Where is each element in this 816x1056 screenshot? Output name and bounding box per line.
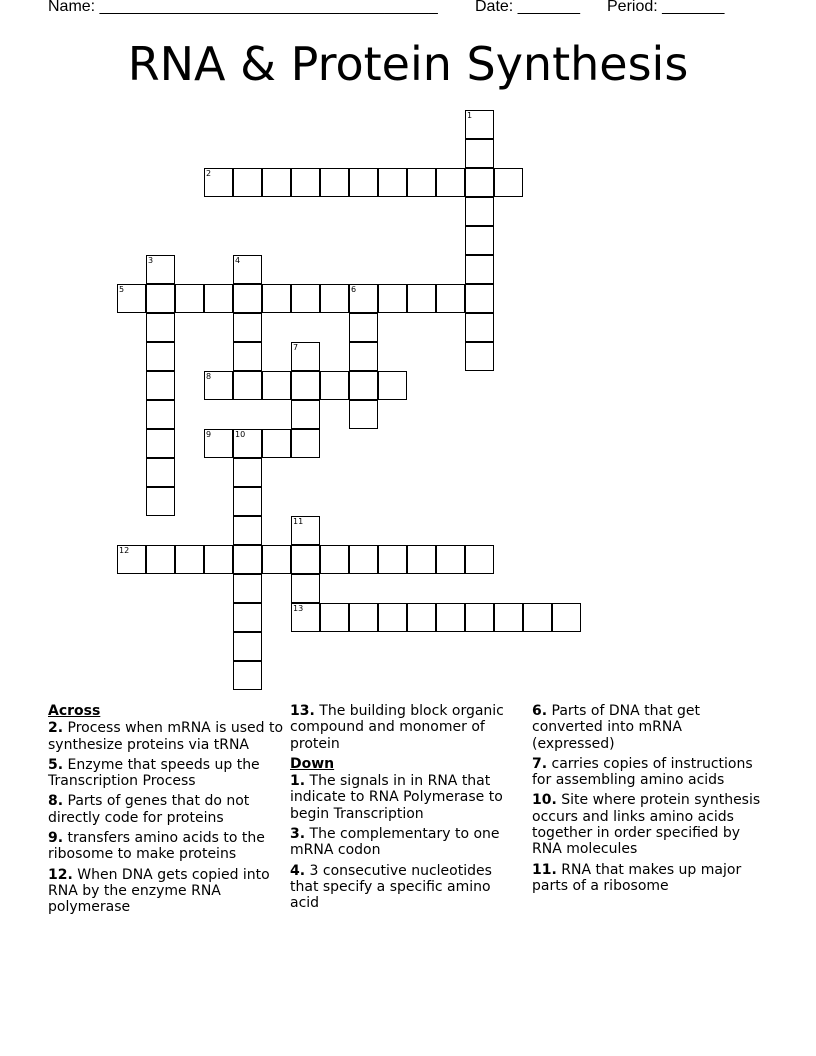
grid-cell[interactable]: [233, 255, 262, 284]
grid-cell[interactable]: [233, 661, 262, 690]
clues-column-1: [48, 703, 283, 920]
grid-cell[interactable]: [204, 371, 233, 400]
grid-cell[interactable]: [233, 342, 262, 371]
clue-down-4: 4. 3 consecutive nucleotides that specify a specific amino acid: [290, 862, 492, 912]
grid-cell[interactable]: [320, 284, 349, 313]
down-heading: Down: [290, 755, 335, 772]
grid-cell[interactable]: [436, 603, 465, 632]
grid-cell[interactable]: [320, 603, 349, 632]
clues-column-3: [532, 703, 768, 898]
grid-cell[interactable]: [349, 400, 378, 429]
grid-cell[interactable]: [465, 110, 494, 139]
period-field-label[interactable]: Period: _______: [607, 0, 725, 15]
grid-cell[interactable]: [233, 516, 262, 545]
grid-cell[interactable]: [146, 545, 175, 574]
name-field-label[interactable]: Name: ______________________________________: [48, 0, 438, 15]
grid-cell[interactable]: [291, 545, 320, 574]
clue-number: 3: [148, 256, 154, 265]
grid-cell[interactable]: [465, 226, 494, 255]
grid-cell[interactable]: [407, 284, 436, 313]
clue-number: 12: [119, 546, 130, 555]
grid-cell[interactable]: [233, 371, 262, 400]
grid-cell[interactable]: [146, 371, 175, 400]
date-field-label[interactable]: Date: _______: [475, 0, 580, 15]
grid-cell[interactable]: [320, 371, 349, 400]
grid-cell[interactable]: [378, 545, 407, 574]
grid-cell[interactable]: [291, 574, 320, 603]
grid-cell[interactable]: [291, 342, 320, 371]
clue-number: 11: [293, 517, 304, 526]
grid-cell[interactable]: [407, 168, 436, 197]
grid-cell[interactable]: [465, 603, 494, 632]
grid-cell[interactable]: [494, 168, 523, 197]
clue-down-10: 10. Site where protein synthesis occurs and links amino acids together in order specified by RNA molecules: [532, 792, 761, 858]
grid-cell[interactable]: [552, 603, 581, 632]
grid-cell[interactable]: [146, 342, 175, 371]
grid-cell[interactable]: [465, 284, 494, 313]
grid-cell[interactable]: [465, 255, 494, 284]
grid-cell[interactable]: [349, 371, 378, 400]
clue-number: 7: [293, 343, 299, 352]
grid-cell[interactable]: [378, 284, 407, 313]
grid-cell[interactable]: [262, 545, 291, 574]
grid-cell[interactable]: [291, 603, 320, 632]
grid-cell[interactable]: [378, 371, 407, 400]
grid-cell[interactable]: [233, 603, 262, 632]
clue-number: 6: [351, 285, 357, 294]
grid-cell[interactable]: [349, 342, 378, 371]
grid-cell[interactable]: [291, 516, 320, 545]
grid-cell[interactable]: [349, 545, 378, 574]
grid-cell[interactable]: [349, 313, 378, 342]
grid-cell[interactable]: [204, 284, 233, 313]
grid-cell[interactable]: [465, 168, 494, 197]
grid-cell[interactable]: [233, 545, 262, 574]
grid-cell[interactable]: [146, 400, 175, 429]
grid-cell[interactable]: [291, 168, 320, 197]
grid-cell[interactable]: [378, 603, 407, 632]
grid-cell[interactable]: [204, 545, 233, 574]
clue-across-8: 8. Parts of genes that do not directly code for proteins: [48, 793, 250, 826]
grid-cell[interactable]: [465, 139, 494, 168]
grid-cell[interactable]: [436, 545, 465, 574]
grid-cell[interactable]: [436, 284, 465, 313]
grid-cell[interactable]: [320, 168, 349, 197]
clue-number: 10: [235, 430, 246, 439]
clue-down-1: 1. The signals in in RNA that indicate to RNA Polymerase to begin Transcription: [290, 773, 503, 822]
clue-number: 9: [206, 430, 212, 439]
clue-across-12: 12. When DNA gets copied into RNA by the enzyme RNA polymerase: [48, 866, 270, 916]
clue-across-9: 9. transfers amino acids to the ribosome to make proteins: [48, 830, 265, 863]
grid-cell[interactable]: [146, 429, 175, 458]
grid-cell[interactable]: [146, 284, 175, 313]
grid-cell[interactable]: [117, 545, 146, 574]
grid-cell[interactable]: [523, 603, 552, 632]
grid-cell[interactable]: [262, 168, 291, 197]
grid-cell[interactable]: [233, 429, 262, 458]
grid-cell[interactable]: [233, 458, 262, 487]
clue-number: 1: [467, 111, 473, 120]
grid-cell[interactable]: [320, 545, 349, 574]
clue-number: 4: [235, 256, 241, 265]
clue-down-3: 3. The complementary to one mRNA codon: [290, 826, 500, 859]
clue-number: 5: [119, 285, 125, 294]
grid-cell[interactable]: [291, 371, 320, 400]
grid-cell[interactable]: [494, 603, 523, 632]
page-title: RNA & Protein Synthesis: [127, 37, 689, 91]
grid-cell[interactable]: [117, 284, 146, 313]
grid-cell[interactable]: [465, 313, 494, 342]
clue-down-7: 7. carries copies of instructions for assembling amino acids: [532, 755, 753, 789]
clue-number: 8: [206, 372, 212, 381]
grid-cell[interactable]: [262, 429, 291, 458]
clues-column-2: [290, 703, 522, 916]
grid-cell[interactable]: [175, 284, 204, 313]
grid-cell[interactable]: [146, 487, 175, 516]
grid-cell[interactable]: [407, 603, 436, 632]
clue-number: 2: [206, 169, 212, 178]
clue-across-13: 13. The building block organic compound and monomer of protein: [290, 703, 504, 752]
clue-number: 13: [293, 604, 304, 613]
grid-cell[interactable]: [175, 545, 204, 574]
grid-cell[interactable]: [291, 429, 320, 458]
grid-cell[interactable]: [233, 168, 262, 197]
grid-cell[interactable]: [465, 342, 494, 371]
clue-across-5: 5. Enzyme that speeds up the Transcription Process: [48, 756, 260, 790]
grid-cell[interactable]: [233, 487, 262, 516]
grid-cell[interactable]: [378, 168, 407, 197]
clue-across-2: 2. Process when mRNA is used to synthesize proteins via tRNA: [48, 720, 284, 753]
across-heading: Across: [48, 703, 101, 719]
grid-cell[interactable]: [291, 400, 320, 429]
clue-down-6: 6. Parts of DNA that get converted into mRNA (expressed): [532, 703, 700, 752]
grid-cell[interactable]: [291, 284, 320, 313]
grid-cell[interactable]: [262, 284, 291, 313]
grid-cell[interactable]: [465, 545, 494, 574]
grid-cell[interactable]: [407, 545, 436, 574]
grid-cell[interactable]: [233, 632, 262, 661]
grid-cell[interactable]: [349, 168, 378, 197]
grid-cell[interactable]: [436, 168, 465, 197]
grid-cell[interactable]: [262, 371, 291, 400]
grid-cell[interactable]: [204, 168, 233, 197]
grid-cell[interactable]: [233, 284, 262, 313]
clue-down-11: 11. RNA that makes up major parts of a ribosome: [532, 861, 742, 894]
grid-cell[interactable]: [349, 284, 378, 313]
grid-cell[interactable]: [233, 313, 262, 342]
grid-cell[interactable]: [204, 429, 233, 458]
grid-cell[interactable]: [233, 574, 262, 603]
grid-cell[interactable]: [146, 458, 175, 487]
grid-cell[interactable]: [465, 197, 494, 226]
grid-cell[interactable]: [349, 603, 378, 632]
grid-cell[interactable]: [146, 255, 175, 284]
grid-cell[interactable]: [146, 313, 175, 342]
